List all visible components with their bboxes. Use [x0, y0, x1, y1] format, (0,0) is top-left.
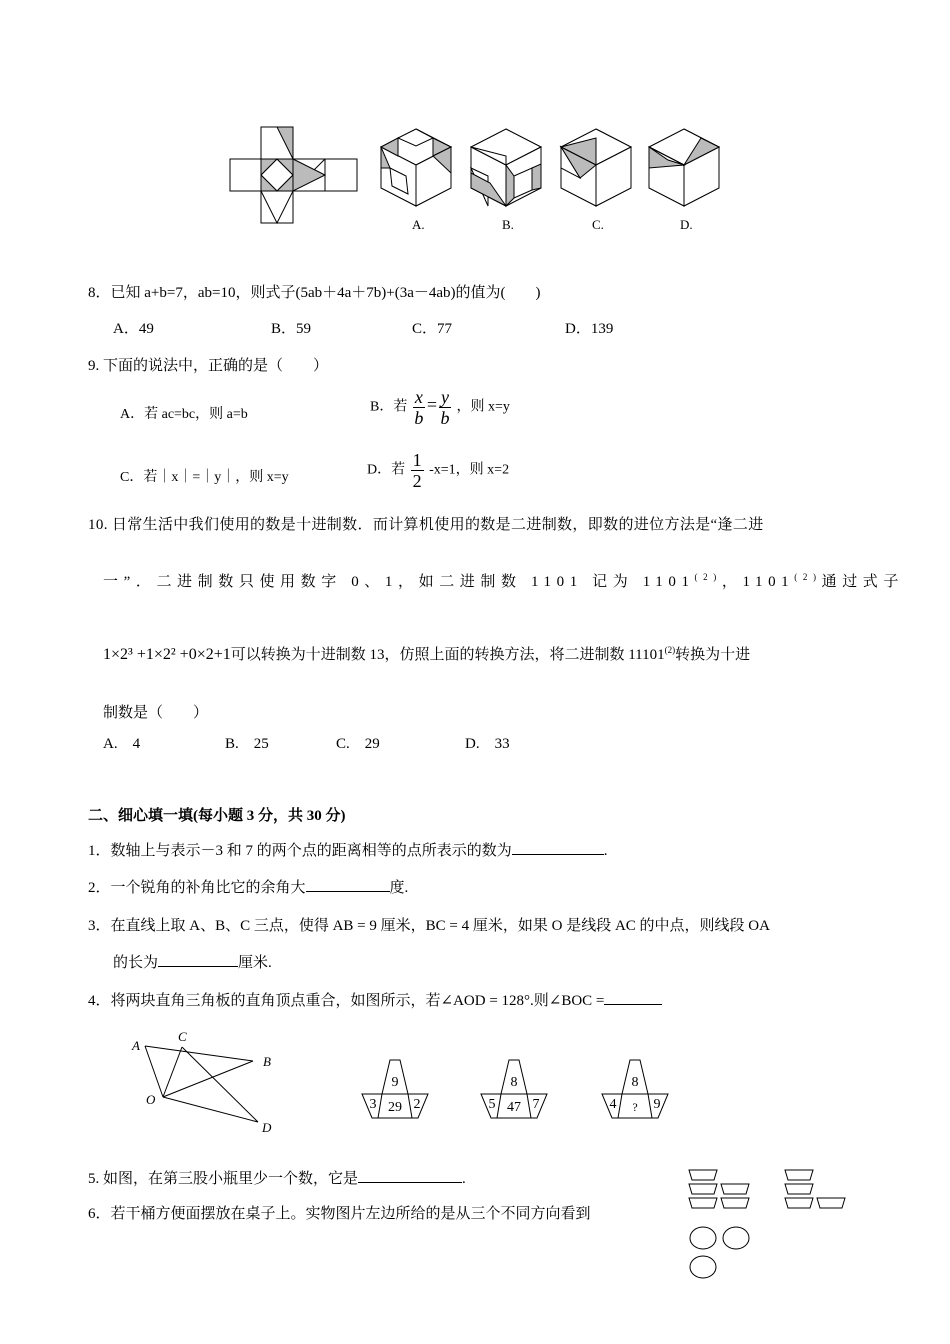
- q8-option-a: A．49: [113, 321, 154, 337]
- s2-q3-end: 厘米.: [238, 955, 272, 971]
- trapezoid-3-top: 8: [631, 1075, 639, 1090]
- s2-q5-text: 5. 如图，在第三股小瓶里少一个数，它是: [88, 1171, 359, 1187]
- angle-figure: [130, 1028, 280, 1138]
- q10-line-3-text-b: 转换为十进: [675, 647, 751, 663]
- cube-option-a: [380, 128, 455, 208]
- trapezoid-figure-3: [600, 1058, 670, 1120]
- fraction-numerator: y: [441, 387, 449, 407]
- q9-option-d-fraction: [411, 450, 424, 491]
- fraction-denominator: b: [414, 408, 424, 428]
- s2-q2: [88, 876, 408, 897]
- q9-option-d-suffix: -x=1，则 x=2: [429, 462, 510, 478]
- trapezoid-3-left: 4: [609, 1097, 617, 1112]
- cube-option-b: [470, 128, 545, 208]
- q10-line-3-sup: (2): [664, 645, 676, 655]
- fraction-numerator: x: [414, 387, 423, 407]
- trapezoid-2-left: 5: [488, 1097, 496, 1112]
- q10-line-3: [103, 643, 750, 664]
- q9-option-c: C．若｜x｜=｜y｜，则 x=y: [120, 470, 289, 485]
- equals-sign: =: [426, 394, 437, 415]
- trapezoid-2-right: 7: [532, 1097, 540, 1112]
- q8-stem: 8．已知 a+b=7，ab=10，则式子(5ab＋4a＋7b)+(3a－4ab)的值为( ): [88, 285, 541, 301]
- s2-q2-text: 2．一个锐角的补角比它的余角大: [88, 880, 306, 896]
- q9-option-d: [367, 450, 509, 491]
- q10-formula: 1×2³ +1×2² +0×2+1: [103, 646, 231, 663]
- q9-option-b-prefix: B．若: [370, 399, 408, 415]
- s2-q3-line-1: 3．在直线上取 A、B、C 三点，使得 AB = 9 厘米，BC = 4 厘米，如果 O 是线段 AC 的中点，则线段 OA: [88, 918, 770, 934]
- q10-line-2-text-b: ，1101: [721, 574, 795, 590]
- trapezoid-1-left: 3: [369, 1097, 377, 1112]
- trapezoid-2-middle: 47: [507, 1100, 521, 1115]
- trapezoid-3-right: 9: [653, 1097, 661, 1112]
- trapezoid-1-middle: 29: [388, 1100, 402, 1115]
- fraction-denominator: b: [440, 408, 450, 428]
- s2-q4-answer-blank[interactable]: [604, 990, 662, 1005]
- s2-q6: 6．若干桶方便面摆放在桌子上。实物图片左边所给的是从三个不同方向看到: [88, 1206, 591, 1222]
- q8-option-d: D．139: [565, 321, 614, 337]
- q10-option-b: B. 25: [225, 736, 269, 752]
- q10-line-1: 10. 日常生活中我们使用的数是十进制数．而计算机使用的数是二进制数，即数的进位方法是“逢二进: [88, 517, 764, 533]
- bucket-views-figure: [685, 1166, 855, 1281]
- s2-q1-text: 1．数轴上与表示－3 和 7 的两个点的距离相等的点所表示的数为: [88, 843, 512, 859]
- s2-q2-answer-blank[interactable]: [306, 877, 390, 892]
- s2-q1-answer-blank[interactable]: [512, 840, 604, 855]
- s2-q3-text: 的长为: [113, 955, 159, 971]
- point-label-c: C: [178, 1029, 187, 1044]
- point-label-b: B: [263, 1054, 271, 1069]
- point-label-o: O: [146, 1092, 156, 1107]
- point-label-d: D: [262, 1120, 272, 1135]
- q10-line-3-text-a: 可以转换为十进制数 13，仿照上面的转换方法，将二进制数 11101: [230, 647, 665, 663]
- s2-q2-end: 度.: [389, 880, 409, 896]
- trapezoid-2-top: 8: [510, 1075, 518, 1090]
- q10-line-2-text-c: 通过式子: [821, 574, 904, 590]
- q9-option-b-fraction-1: [413, 387, 425, 428]
- s2-q4-text: 4．将两块直角三角板的直角顶点重合，如图所示，若∠AOD = 128°.则∠BOC =: [88, 993, 605, 1009]
- cube-option-label-c: C.: [592, 217, 604, 232]
- s2-q5-answer-blank[interactable]: [358, 1168, 462, 1183]
- trapezoid-1-right: 2: [413, 1097, 421, 1112]
- s2-q5: [88, 1167, 466, 1188]
- q9-option-d-prefix: D．若: [367, 462, 406, 478]
- s2-q4: [88, 989, 662, 1010]
- q10-line-2: [103, 570, 904, 591]
- cube-option-label-d: D.: [680, 217, 693, 232]
- trapezoid-3-middle: ?: [632, 1100, 638, 1114]
- q10-option-c: C. 29: [336, 736, 380, 752]
- s2-q3-answer-blank[interactable]: [158, 952, 238, 967]
- q9-stem: 9. 下面的说法中，正确的是（ ）: [88, 358, 329, 374]
- section-2-heading: 二、细心填一填(每小题 3 分，共 30 分): [88, 808, 346, 824]
- q10-line-2-sup-2: (2): [794, 572, 822, 582]
- q9-option-b-suffix: ，则 x=y: [456, 399, 510, 415]
- q10-line-2-sup-1: (2): [694, 572, 722, 582]
- q10-line-2-text-a: 一”．二进制数只使用数字 0、1，如二进制数 1101 记为 1101: [103, 574, 695, 590]
- q8-option-b: B．59: [271, 321, 312, 337]
- fraction-denominator: 2: [412, 471, 422, 491]
- s2-q5-end: .: [462, 1171, 466, 1187]
- s2-q3-line-2: [113, 951, 272, 972]
- trapezoid-1-top: 9: [391, 1075, 399, 1090]
- s2-q1: [88, 839, 608, 860]
- s2-q1-end: .: [603, 843, 608, 859]
- cube-net-figure: [225, 122, 365, 222]
- q10-option-d: D. 33: [465, 736, 510, 752]
- fraction-numerator: 1: [412, 450, 422, 470]
- q10-option-a: A. 4: [103, 736, 141, 752]
- cube-option-label-a: A.: [412, 217, 425, 232]
- q10-line-4: 制数是（ ）: [103, 705, 209, 721]
- cube-option-d: [648, 128, 723, 208]
- trapezoid-figure-2: [479, 1058, 549, 1120]
- q8-option-c: C．77: [412, 321, 453, 337]
- q9-option-a: A．若 ac=bc，则 a=b: [120, 407, 248, 422]
- q9-option-b-fraction-2: [439, 387, 451, 428]
- cube-option-label-b: B.: [502, 217, 514, 232]
- point-label-a: A: [132, 1038, 140, 1053]
- q9-option-b: [370, 387, 510, 428]
- cube-option-c: [560, 128, 635, 208]
- trapezoid-figure-1: [360, 1058, 430, 1120]
